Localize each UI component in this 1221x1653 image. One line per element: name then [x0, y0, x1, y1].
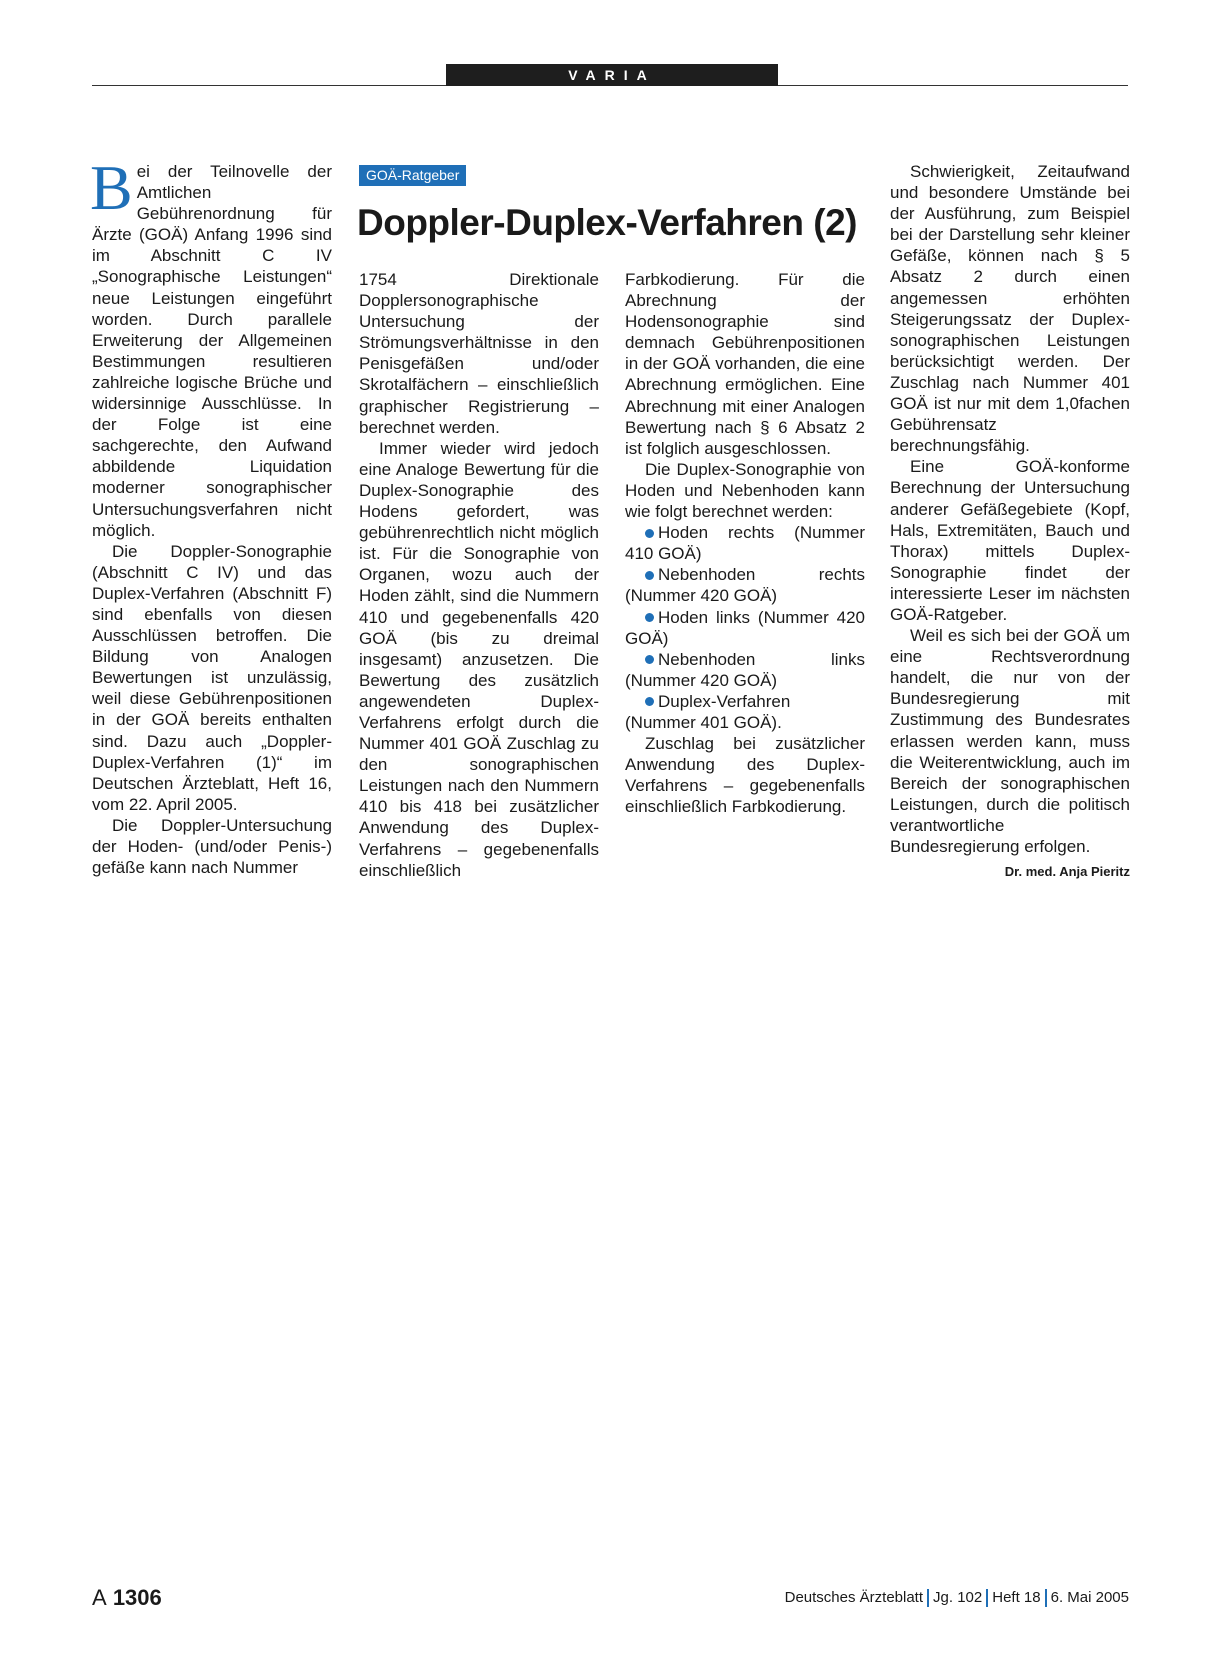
journal-name: Deutsches Ärzteblatt	[784, 1589, 924, 1606]
page-number	[92, 1585, 162, 1611]
separator	[986, 1589, 988, 1607]
paragraph	[90, 152, 332, 541]
list-item-text: Nebenhoden rechts (Nummer 420 GOÄ)	[625, 565, 865, 606]
paragraph: 1754 Direktionale Dopplersonographische Untersuchung der Strömungsverhältnisse in den Penisgefäßen und/oder Skrotalfächern – einschließlich graphischer Registrierung – berechnet werden.	[359, 270, 599, 437]
paragraph: Die Doppler-Untersuchung der Hoden- (und/oder Penis-) gefäße kann nach Nummer	[92, 815, 332, 878]
paragraph: Weil es sich bei der GOÄ um eine Rechtsverordnung handelt, die nur von der Bundesregierung mit Zustimmung des Bundesrates erlassen werden kann, muss die Weiterentwicklung, auch im Bereich der sonographischen Leistungen, durch die politisch verantwortliche Bundesregierung erfolgen.	[890, 626, 1130, 856]
paragraph: Immer wieder wird jedoch eine Analoge Bewertung für die Duplex-Sonographie des Hodens gefordert, was gebührenrechtlich nicht möglich ist. Für die Sonographie von Organen, wozu auch der Hoden zählt, sind die Nummern 410 und gegebenenfalls 420 GOÄ (bis zu dreimal insgesamt) anzusetzen. Die Bewertung des zusätzlich angewendeten Duplex-Verfahrens erfolgt durch die Nummer 401 GOÄ Zuschlag zu den sonographischen Leistungen nach den Nummern 410 bis 418 bei zusätzlicher Anwendung des Duplex-Verfahrens – gegebenenfalls einschließlich	[359, 438, 599, 880]
list-item	[625, 522, 865, 564]
drop-cap: B	[90, 152, 133, 223]
column-3	[625, 269, 865, 817]
list-item	[625, 564, 865, 606]
list-item-text: Nebenhoden links (Nummer 420 GOÄ)	[625, 649, 865, 690]
section-header: VARIA	[446, 64, 778, 86]
paragraph: Eine GOÄ-konforme Berechnung der Untersuchung anderer Gefäßegebiete (Kopf, Hals, Extremitäten, Bauch und Thorax) mittels Duplex-Sonographie findet der interessierte Leser im nächsten GOÄ-Ratgeber.	[890, 457, 1130, 624]
journal-footer	[785, 1589, 1129, 1607]
bullet-icon	[645, 697, 654, 706]
list-item	[625, 691, 865, 733]
paragraph: Schwierigkeit, Zeitaufwand und besondere Umstände bei der Ausführung, zum Beispiel bei der Darstellung sehr kleiner Gefäße, können nach § 5 Absatz 2 durch einen angemessen erhöhten Steigerungssatz der Duplex-sonographischen Leistungen berücksichtigt werden. Der Zuschlag nach Nummer 401 GOÄ ist nur mit dem 1,0fachen Gebührensatz berechnungsfähig.	[890, 162, 1130, 456]
column-1	[90, 152, 332, 878]
author-name: Dr. med. Anja Pieritz	[1004, 864, 1130, 880]
bullet-icon	[645, 613, 654, 622]
paragraph: Farbkodierung. Für die Abrechnung der Hodensonographie sind demnach Gebührenpositionen in der GOÄ vorhanden, die eine Abrechnung ermöglichen. Eine Abrechnung mit einer Analogen Bewertung nach § 6 Absatz 2 ist folglich ausgeschlossen.	[625, 270, 865, 458]
list-item-text: Hoden rechts (Nummer 410 GOÄ)	[625, 523, 865, 564]
separator	[1045, 1589, 1047, 1607]
journal-date: 6. Mai 2005	[1050, 1589, 1129, 1606]
paragraph: Die Duplex-Sonographie von Hoden und Nebenhoden kann wie folgt berechnet werden:	[625, 459, 865, 522]
paragraph: Die Doppler-Sonographie (Abschnitt C IV) und das Duplex-Verfahren (Abschnitt F) sind ebenfalls von diesen Ausschlüssen betroffen. Die Bildung von Analogen Bewertungen ist unzulässig, weil diese Gebührenpositionen in der GOÄ bereits enthalten sind. Dazu auch „Doppler-Duplex-Verfahren (1)“ im Deutschen Ärzteblatt, Heft 16, vom 22. April 2005.	[92, 541, 332, 814]
list-item-text: Hoden links (Nummer 420 GOÄ)	[625, 607, 865, 648]
list-item	[625, 649, 865, 691]
list-item	[625, 607, 865, 649]
page-number-value: 1306	[112, 1585, 162, 1610]
page-prefix: A	[92, 1585, 107, 1610]
column-2	[359, 269, 599, 881]
list-item-text: Duplex-Verfahren (Nummer 401 GOÄ).	[625, 691, 791, 732]
separator	[927, 1589, 929, 1607]
paragraph-text: ei der Teilnovelle der Amtlichen Gebührenordnung für Ärzte (GOÄ) Anfang 1996 sind im Abschnitt C IV „Sonographische Leistungen“ neue Leistungen eingeführt worden. Durch parallele Erweiterung der Allgemeinen Bestimmungen resultieren zahlreiche logische Brüche und widersinnige Ausschlüsse. In der Folge ist eine sachgerechte, den Aufwand abbildende Liquidation moderner sonographischer Untersuchungsverfahren nicht möglich.	[92, 162, 332, 540]
journal-issue: Heft 18	[992, 1589, 1041, 1606]
article-title: Doppler-Duplex-Verfahren (2)	[357, 202, 857, 243]
bullet-icon	[645, 655, 654, 664]
journal-volume: Jg. 102	[933, 1589, 983, 1606]
column-4	[890, 161, 1130, 882]
bullet-icon	[645, 571, 654, 580]
paragraph: Zuschlag bei zusätzlicher Anwendung des Duplex-Verfahrens – gegebenenfalls einschließlich Farbkodierung.	[625, 734, 865, 817]
rubric-badge: GOÄ-Ratgeber	[359, 165, 466, 186]
bullet-icon	[645, 529, 654, 538]
